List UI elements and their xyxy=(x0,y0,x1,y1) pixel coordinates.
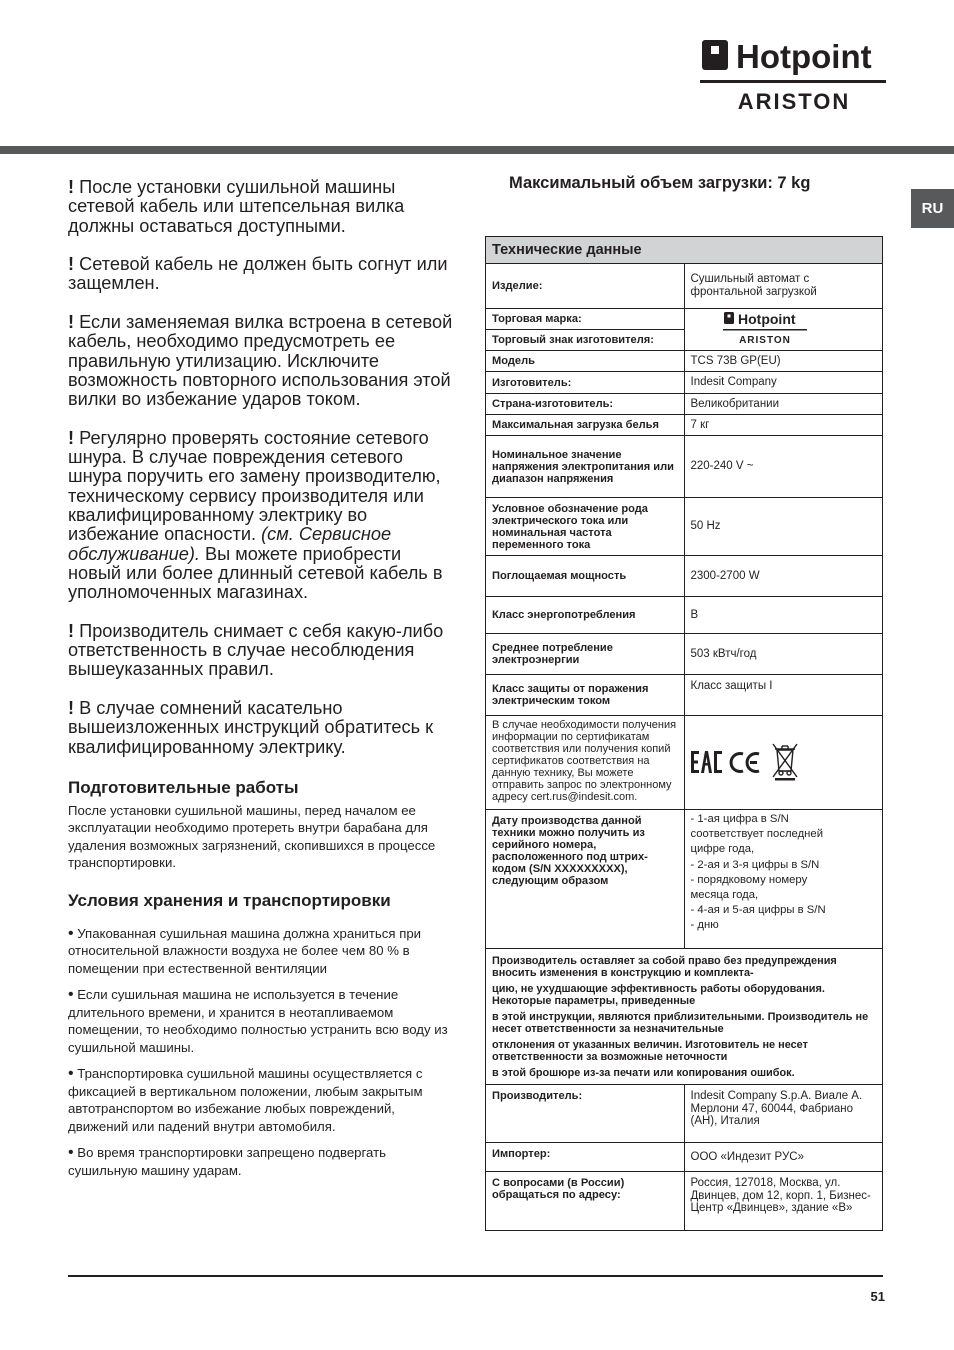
storage-title: Условия хранения и транспортировки xyxy=(68,890,391,910)
importer-label: Импортер: xyxy=(486,1143,685,1172)
table-row xyxy=(486,634,883,675)
table-row xyxy=(486,372,883,394)
eac-icon xyxy=(691,751,722,773)
warning-2: ! Сетевой кабель не должен быть согнут или защемлен. xyxy=(68,254,448,294)
manufacturer-label: Изготовитель: xyxy=(486,372,685,394)
maxload-value: 7 кг xyxy=(684,415,883,436)
power-label: Поглощаемая мощность xyxy=(486,556,685,597)
tech-data-table xyxy=(485,236,883,1231)
production-date-label: Дату производства данной техники можно получить из серийного номера, расположенного под штрих-кодом (S/N XXXXXXXXX), следующим образом xyxy=(486,810,685,949)
bullet-icon: • xyxy=(68,1144,74,1162)
table-row xyxy=(486,949,883,1085)
protection-label: Класс защиты от поражения электрическим током xyxy=(486,675,685,716)
table-header-row xyxy=(486,237,883,264)
country-value: Великобритании xyxy=(684,394,883,415)
brand-logo xyxy=(700,38,886,114)
production-date-value: - 1-ая цифра в S/N соответствует последней цифре года, - 2-ая и 3-я цифры в S/N - порядковому номеру месяца года, - 4-ая и 5-ая цифры в S/N - дню xyxy=(684,810,883,949)
voltage-label: Номинальное значение напряжения электропитания или диапазон напряжения xyxy=(486,436,685,498)
prep-title: Подготовительные работы xyxy=(68,777,299,797)
producer-value: Indesit Company S.p.A. Виале А. Мерлони 47, 60044, Фабриано (АН), Италия xyxy=(684,1085,883,1143)
table-row xyxy=(486,810,883,949)
storage-item-3: • Транспортировка сушильной машины осуществляется с фиксацией в вертикальном положении, любым закрытым автотранспортом во избежание любых повреждений, движений или падений внутри автомобиля. xyxy=(68,1065,423,1134)
product-value: Сушильный автомат с фронтальной загрузкой xyxy=(684,264,883,309)
page-number: 51 xyxy=(870,1289,885,1304)
header-rule xyxy=(0,146,954,154)
model-label: Модель xyxy=(486,351,685,372)
prep-text: После установки сушильной машины, перед началом ее эксплуатации необходимо протереть внутри барабана для удаления возможных загрязнений, скопившихся в процессе транспортировки. xyxy=(68,802,436,871)
table-row xyxy=(486,556,883,597)
left-column xyxy=(68,178,453,1188)
disclaimer-note: Производитель оставляет за собой право без предупреждения вносить изменения в конструкцию и комплекта- цию, не ухудшающие эффективность работы оборудования. Некоторые параметры, приведенные в этой инструкции, являются приблизительными. Производитель не несет ответственности за незначительные отклонения от указанных величин. Изготовитель не несет ответственности за возможные неточности в этой брошюре из-за печати или копирования ошибок. xyxy=(486,949,883,1085)
importer-value: ООО «Индезит РУС» xyxy=(684,1143,883,1172)
trademark-logo xyxy=(684,309,883,351)
bullet-icon: • xyxy=(68,986,74,1004)
certification-marks xyxy=(684,716,883,810)
trademark-label: Торговая марка: xyxy=(486,309,685,330)
energy-class-label: Класс энергопотребления xyxy=(486,597,685,634)
small-brand-sub: ARISTON xyxy=(738,334,791,346)
brand-name: Hotpoint xyxy=(736,38,872,75)
contact-value: Россия, 127018, Москва, ул. Двинцев, дом 12, корп. 1, Бизнес-Центр «Двинцев», здание «В» xyxy=(684,1172,883,1231)
max-load-heading: Максимальный объем загрузки: 7 kg xyxy=(509,174,811,192)
manufacturer-value: Indesit Company xyxy=(684,372,883,394)
table-row xyxy=(486,264,883,309)
table-row xyxy=(486,498,883,556)
frequency-label: Условное обозначение рода электрического тока или номинальная частота переменного тока xyxy=(486,498,685,556)
table-row xyxy=(486,597,883,634)
certificate-info: В случае необходимости получения информации по сертификатам соответствия или получения копий сертификатов соответствия на данную технику, Вы можете отправить запрос по электронному адресу cert.rus@indesit.com. xyxy=(486,716,685,810)
warning-4: ! Регулярно проверять состояние сетевого шнура. В случае повреждения сетевого шнура поручить его замену производителю, техническому сервису производителя или квалифицированному электрику во избежание опасности. (см. Сервисное обслуживание). Вы можете приобрести новый или более длинный сетевой кабель в уполномоченных магазинах. xyxy=(68,427,443,603)
storage-item-2: • Если сушильная машина не используется в течение длительного времени, и хранится в неотапливаемом помещении, то необходимо полностью устранить всю воду из сушильной машины. xyxy=(68,986,448,1055)
warning-6: ! В случае сомнений касательно вышеизложенных инструкций обратитесь к квалифицированному электрику. xyxy=(68,698,434,757)
table-row xyxy=(486,436,883,498)
table-row xyxy=(486,1143,883,1172)
table-title: Технические данные xyxy=(486,237,883,264)
footer-rule xyxy=(68,1275,883,1277)
hotpoint-logo-graphic xyxy=(700,38,886,114)
table-row xyxy=(486,415,883,436)
table-row xyxy=(486,1172,883,1231)
warning-3: ! Если заменяемая вилка встроена в сетевой кабель, необходимо предусмотреть ее правильную утилизацию. Исключите возможность повторного использования этой вилки во избежание ударов током. xyxy=(68,312,453,410)
model-value: TCS 73B GP(EU) xyxy=(684,351,883,372)
table-row xyxy=(486,1085,883,1143)
service-reference: (см. Сервисное обслуживание). xyxy=(68,524,392,564)
consumption-value: 503 кВтч/год xyxy=(684,634,883,675)
energy-class-value: B xyxy=(684,597,883,634)
table-row xyxy=(486,394,883,415)
bullet-icon: • xyxy=(68,1065,74,1083)
protection-value: Класс защиты I xyxy=(684,675,883,716)
bullet-icon: • xyxy=(68,924,74,942)
warning-5: ! Производитель снимает с себя какую-либо ответственность в случае несоблюдения вышеуказанных правил. xyxy=(68,620,444,680)
brand-sub: ARISTON xyxy=(737,89,851,114)
maxload-label: Максимальная загрузка белья xyxy=(486,415,685,436)
table-row xyxy=(486,309,883,330)
voltage-value: 220-240 V ~ xyxy=(684,436,883,498)
storage-item-1: • Упакованная сушильная машина должна храниться при относительной влажности воздуха не более чем 80 % в помещении при естественной вентиляции xyxy=(68,924,422,976)
table-row xyxy=(486,675,883,716)
warning-1: ! После установки сушильной машины сетевой кабель или штепсельная вилка должны оставаться доступными. xyxy=(68,177,405,236)
table-row xyxy=(486,716,883,810)
table-row xyxy=(486,351,883,372)
consumption-label: Среднее потребление электроэнергии xyxy=(486,634,685,675)
weee-bin-icon xyxy=(773,744,797,781)
small-brand-name: Hotpoint xyxy=(737,310,796,327)
country-label: Страна-изготовитель: xyxy=(486,394,685,415)
language-tab: RU xyxy=(911,189,954,228)
product-label: Изделие: xyxy=(486,264,685,309)
ce-icon xyxy=(731,753,759,771)
power-value: 2300-2700 W xyxy=(684,556,883,597)
producer-label: Производитель: xyxy=(486,1085,685,1143)
hotpoint-small-logo xyxy=(723,310,809,346)
contact-label: С вопросами (в России) обращаться по адресу: xyxy=(486,1172,685,1231)
storage-item-4: • Во время транспортировки запрещено подвергать сушильную машину ударам. xyxy=(68,1144,386,1178)
frequency-value: 50 Hz xyxy=(684,498,883,556)
maker-mark-label: Торговый знак изготовителя: xyxy=(486,330,685,351)
eac-ce-weee-icons xyxy=(691,741,799,781)
